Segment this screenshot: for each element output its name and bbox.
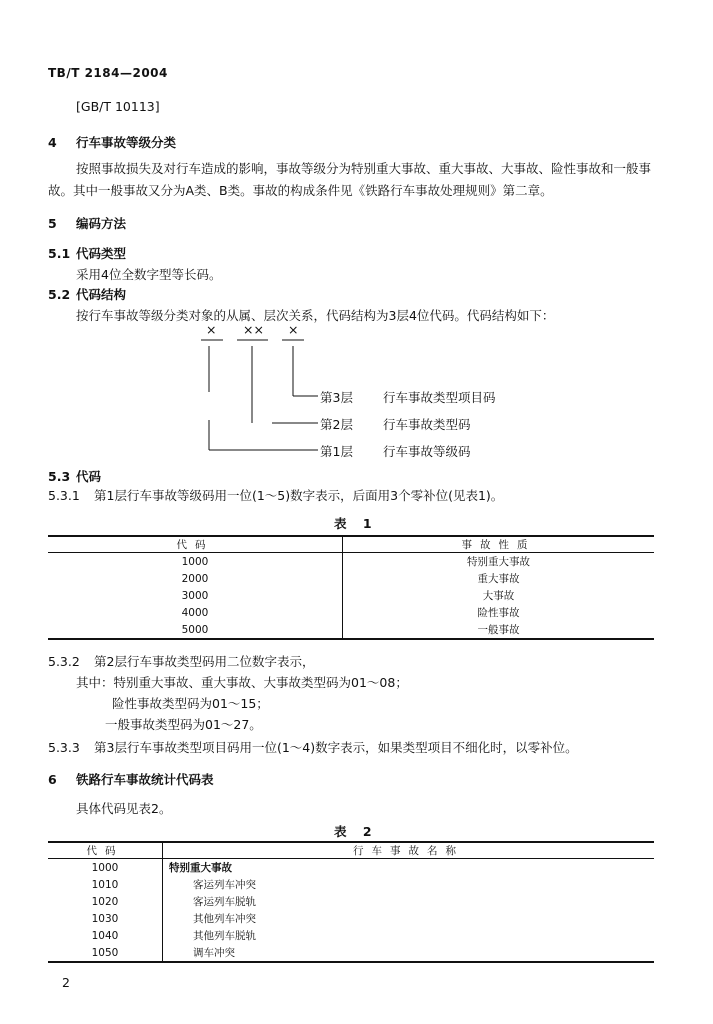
table-cell-code: 1020 <box>48 893 163 910</box>
section-title: 代码 <box>76 469 102 484</box>
table-cell-name: 客运列车冲突 <box>193 879 256 891</box>
section-5-3-2 <box>48 652 314 670</box>
section-number: 5 <box>48 216 57 231</box>
table-cell-nature: 险性事故 <box>477 607 520 619</box>
table-header-code: 代码 <box>48 842 163 859</box>
section-number: 5.3.1 <box>48 488 80 503</box>
diagram-layer-2-desc: 行车事故类型码 <box>383 417 471 432</box>
document-header: TB/T 2184—2004 <box>48 66 168 80</box>
section-5-3-2-line-1: 其中：特别重大事故、重大事故、大事故类型码为01～08； <box>76 675 408 690</box>
section-5-3-3 <box>48 738 578 756</box>
section-title: 铁路行车事故统计代码表 <box>76 772 214 787</box>
reference-standard: [GB/T 10113] <box>76 99 160 114</box>
section-number: 5.3.3 <box>48 740 80 755</box>
section-number: 4 <box>48 135 57 150</box>
table-cell-name: 客运列车脱轨 <box>193 896 256 908</box>
section-5-1-text: 采用4位全数字型等长码。 <box>76 267 222 282</box>
table-cell-code: 1040 <box>48 927 163 944</box>
table-cell-code: 1000 <box>48 859 163 877</box>
diagram-layer-2-label: 第2层 <box>320 417 353 432</box>
table-cell-name: 特别重大事故 <box>169 862 232 874</box>
table-1 <box>48 535 654 640</box>
section-5-3-2-line-2: 险性事故类型码为01～15； <box>112 696 269 711</box>
diagram-layer-3-label: 第3层 <box>320 390 353 405</box>
table-row <box>48 927 654 944</box>
section-text: 第3层行车事故类型项目码用一位(1～4)数字表示，如果类型项目不细化时，以零补位。 <box>94 740 578 755</box>
table-cell-code: 4000 <box>48 604 343 621</box>
table-header-row <box>48 536 654 553</box>
table-cell-code: 1010 <box>48 876 163 893</box>
table-cell-name: 调车冲突 <box>193 947 235 959</box>
table-row <box>48 570 654 587</box>
table-row <box>48 876 654 893</box>
table-2 <box>48 841 654 963</box>
section-title: 编码方法 <box>76 216 127 231</box>
section-5-3-1 <box>48 486 503 504</box>
section-title: 代码结构 <box>76 287 127 302</box>
table-cell-nature: 特别重大事故 <box>467 556 530 568</box>
table-cell-name: 其他列车冲突 <box>193 913 256 925</box>
table-row <box>48 587 654 604</box>
section-number: 6 <box>48 772 57 787</box>
section-text: 第1层行车事故等级码用一位(1～5)数字表示，后面用3个零补位(见表1)。 <box>94 488 504 503</box>
table-cell-code: 2000 <box>48 570 343 587</box>
section-5-2-text: 按行车事故等级分类对象的从属、层次关系，代码结构为3层4位代码。代码结构如下： <box>76 308 555 323</box>
table-cell-nature: 重大事故 <box>477 573 520 585</box>
page-number: 2 <box>62 975 70 990</box>
section-number: 5.3.2 <box>48 654 80 669</box>
table-row <box>48 893 654 910</box>
table-cell-code: 3000 <box>48 587 343 604</box>
table-1-caption: 表 1 <box>334 516 378 531</box>
table-header-nature: 事故性质 <box>343 536 655 553</box>
table-cell-nature: 一般事故 <box>477 624 520 636</box>
section-title: 代码类型 <box>76 246 127 261</box>
table-cell-nature: 大事故 <box>482 590 515 602</box>
table-header-code: 代码 <box>48 536 343 553</box>
section-title: 行车事故等级分类 <box>76 135 177 150</box>
table-row <box>48 910 654 927</box>
diagram-mark-1: × <box>206 322 217 337</box>
table-cell-code: 1030 <box>48 910 163 927</box>
table-header-accident-name: 行车事故名称 <box>163 842 655 859</box>
diagram-mark-3: × <box>288 322 299 337</box>
section-number: 5.2 <box>48 287 71 302</box>
diagram-layer-1-label: 第1层 <box>320 444 353 459</box>
table-cell-name: 其他列车脱轨 <box>193 930 256 942</box>
diagram-mark-2: ×× <box>243 322 264 337</box>
section-number: 5.3 <box>48 469 71 484</box>
section-number: 5.1 <box>48 246 71 261</box>
section-5-3-2-line-3: 一般事故类型码为01～27。 <box>105 717 262 732</box>
table-header-row <box>48 842 654 859</box>
table-row <box>48 859 654 877</box>
diagram-layer-1-desc: 行车事故等级码 <box>383 444 471 459</box>
table-cell-code: 1000 <box>48 553 343 571</box>
diagram-layer-3-desc: 行车事故类型项目码 <box>383 390 496 405</box>
table-cell-code: 1050 <box>48 944 163 962</box>
section-text: 第2层行车事故类型码用二位数字表示， <box>94 654 315 669</box>
table-cell-code: 5000 <box>48 621 343 639</box>
table-row <box>48 553 654 571</box>
table-2-caption: 表 2 <box>334 824 378 839</box>
section-6-heading <box>48 770 214 788</box>
table-row <box>48 621 654 639</box>
table-row <box>48 604 654 621</box>
section-4-paragraph: 按照事故损失及对行车造成的影响，事故等级分为特别重大事故、重大事故、大事故、险性事故和一般事故。其中一般事故又分为A类、B类。事故的构成条件见《铁路行车事故处理规则》第二章。 <box>48 161 652 198</box>
section-6-text: 具体代码见表2。 <box>76 801 172 816</box>
table-row <box>48 944 654 962</box>
section-5-3-heading <box>48 467 101 485</box>
